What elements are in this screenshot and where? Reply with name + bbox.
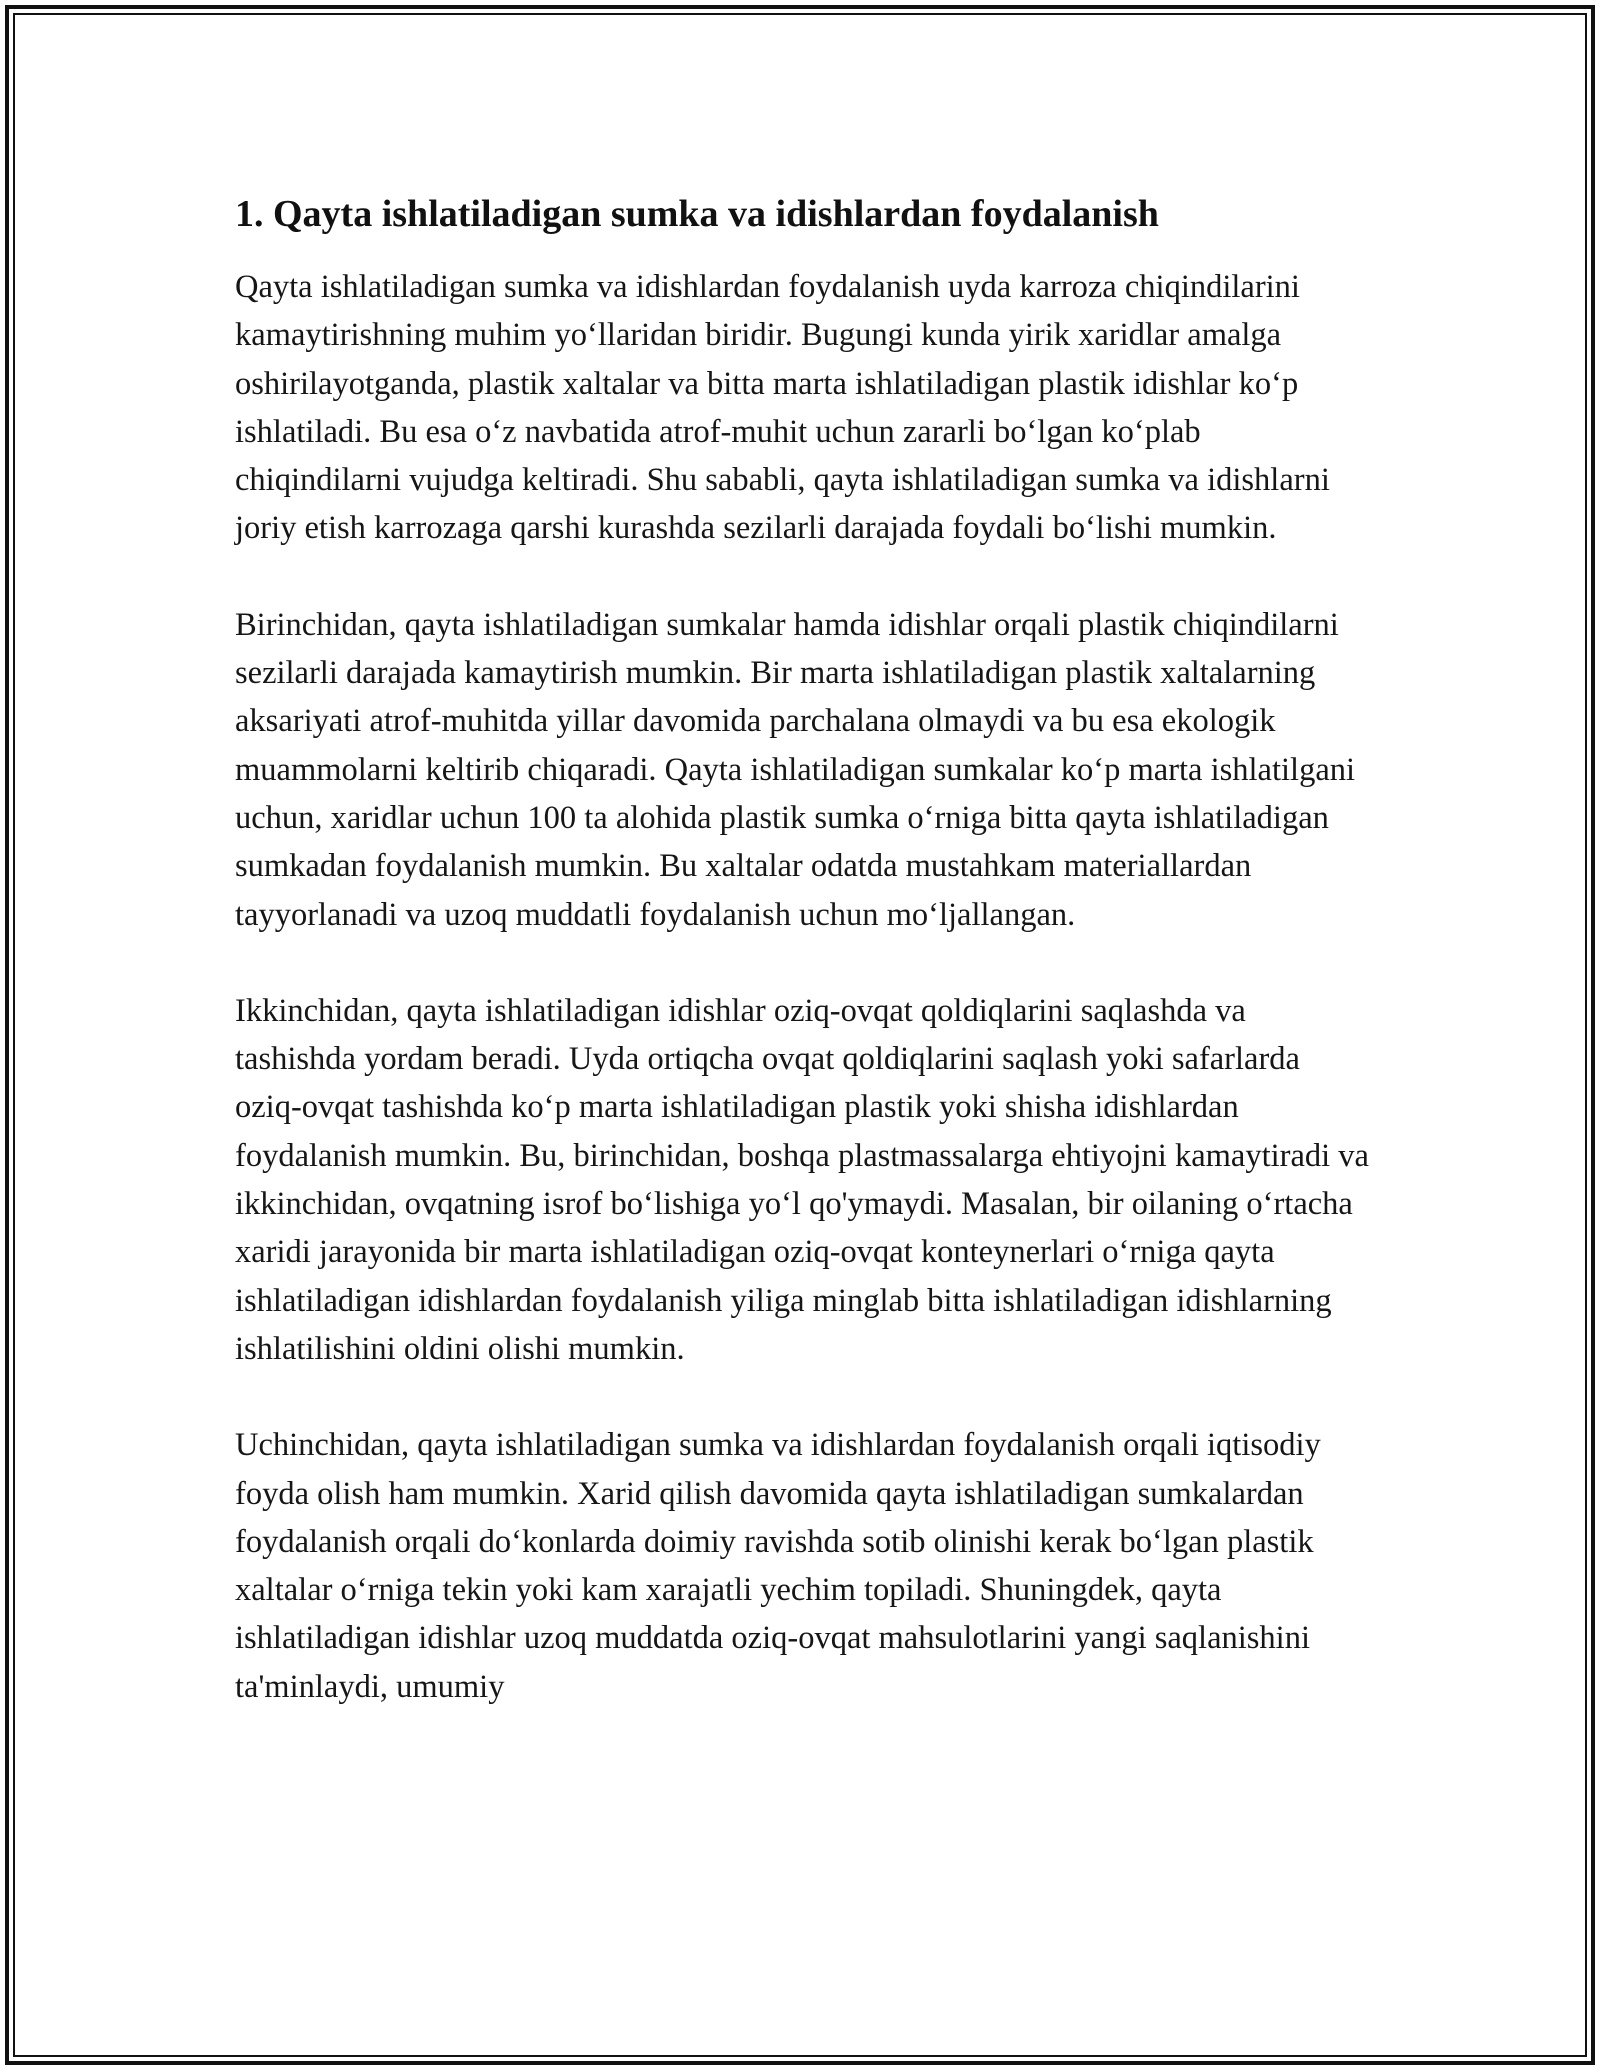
paragraph-intro: Qayta ishlatiladigan sumka va idishlardan foydalanish uyda karroza chiqindilarini kamaytirishning muhim yo‘llaridan biridir. Bugungi kunda yirik xaridlar amalga oshirilayotganda, plastik xaltalar va bitta marta ishlatiladigan plastik idishlar ko‘p ishlatiladi. Bu esa o‘z navbatida atrof-muhit uchun zararli bo‘lgan ko‘plab chiqindilarni vujudga keltiradi. Shu sababli, qayta ishlatiladigan sumka va idishlarni joriy etish karrozaga qarshi kurashda sezilarli darajada foydali bo‘lishi mumkin. — [235, 269, 1330, 547]
paragraph-second-point: Ikkinchidan, qayta ishlatiladigan idishlar oziq-ovqat qoldiqlarini saqlashda va tashishda yordam beradi. Uyda ortiqcha ovqat qoldiqlarini saqlash yoki safarlarda oziq-ovqat tashishda ko‘p marta ishlatiladigan plastik yoki shisha idishlardan foydalanish mumkin. Bu, birinchidan, boshqa plastmassalarga ehtiyojni kamaytiradi va ikkinchidan, ovqatning isrof bo‘lishiga yo‘l qo'ymaydi. Masalan, bir oilaning o‘rtacha xaridi jarayonida bir marta ishlatiladigan oziq-ovqat konteynerlari o‘rniga qayta ishlatiladigan idishlardan foydalanish yiliga minglab bitta ishlatiladigan idishlarning ishlatilishini oldini olishi mumkin. — [235, 992, 1369, 1367]
paragraph-first-point: Birinchidan, qayta ishlatiladigan sumkalar hamda idishlar orqali plastik chiqindilarni sezilarli darajada kamaytirish mumkin. Bir marta ishlatiladigan plastik xaltalarning aksariyati atrof-muhitda yillar davomida parchalana olmaydi va bu esa ekologik muammolarni keltirib chiqaradi. Qayta ishlatiladigan sumkalar ko‘p marta ishlatilgani uchun, xaridlar uchun 100 ta alohida plastik sumka o‘rniga bitta qayta ishlatiladigan sumkadan foydalanish mumkin. Bu xaltalar odatda mustahkam materiallardan tayyorlanadi va uzoq muddatli foydalanish uchun mo‘ljallangan. — [235, 606, 1356, 933]
section-heading: 1. Qayta ishlatiladigan sumka va idishlardan foydalanish — [235, 193, 1159, 235]
document-body — [235, 185, 1370, 1759]
paragraph-third-point: Uchinchidan, qayta ishlatiladigan sumka va idishlardan foydalanish orqali iqtisodiy foyda olish ham mumkin. Xarid qilish davomida qayta ishlatiladigan sumkalardan foydalanish orqali do‘konlarda doimiy ravishda sotib olinishi kerak bo‘lgan plastik xaltalar o‘rniga tekin yoki kam xarajatli yechim topiladi. Shuningdek, qayta ishlatiladigan idishlar uzoq muddatda oziq-ovqat mahsulotlarini yangi saqlanishini ta'minlaydi, umumiy — [235, 1427, 1321, 1705]
